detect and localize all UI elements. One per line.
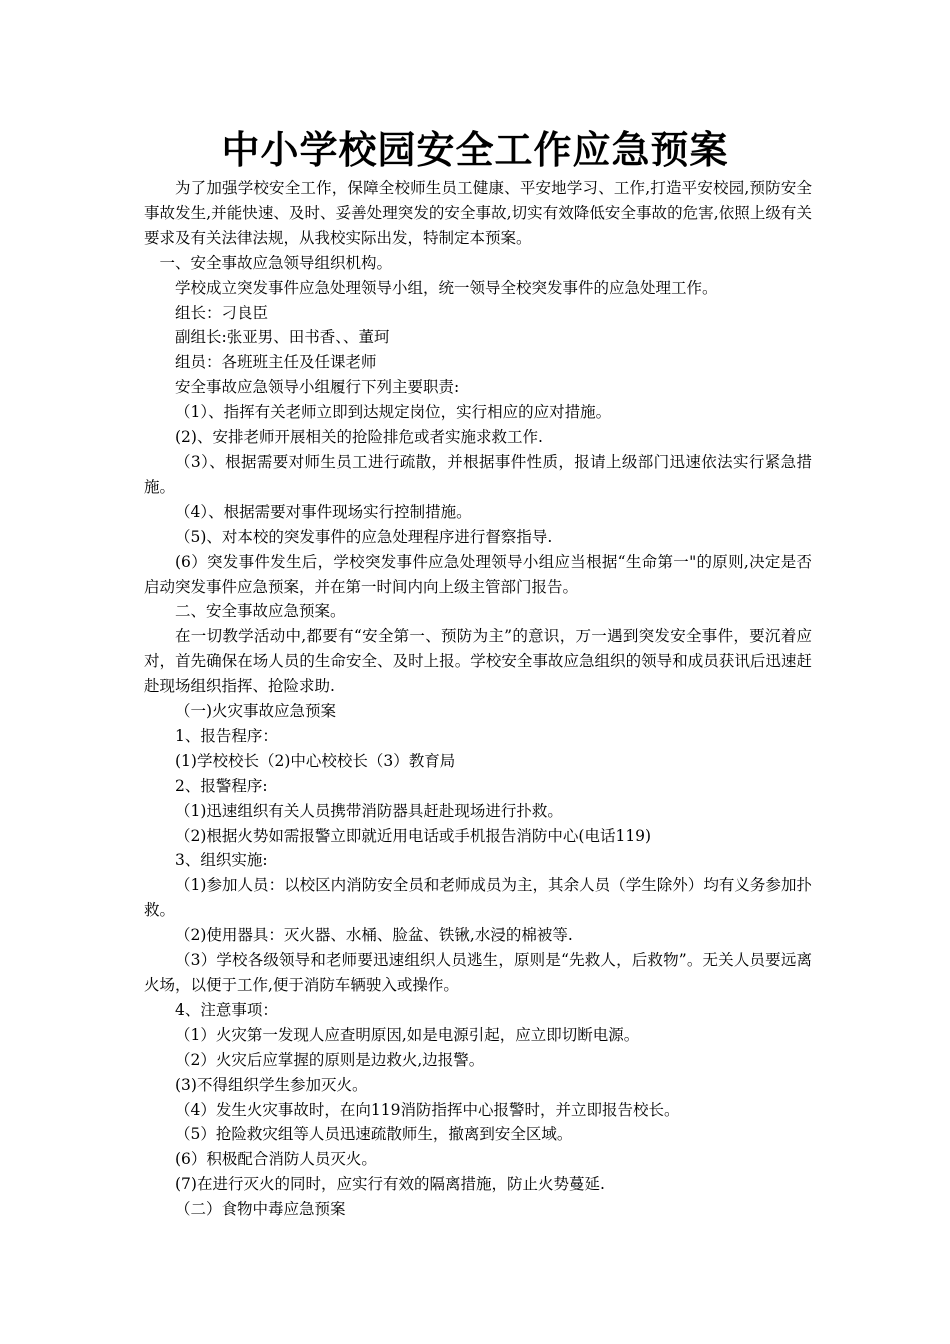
paragraph: (6）突发事件发生后，学校突发事件应急处理领导小组应当根据“生命第一"的原则,决定是否启动突发事件应急预案，并在第一时间内向上级主管部门报告。: [144, 552, 812, 596]
paragraph: (6）积极配合消防人员灭火。: [175, 1150, 377, 1169]
paragraph: （1）、指挥有关老师立即到达规定岗位，实行相应的应对措施。: [175, 403, 612, 422]
section-heading-1: 一、安全事故应急领导组织机构。: [159, 253, 393, 272]
paragraph: （3）学校各级领导和老师要迅速组织人员逃生，原则是“先救人，后救物”。无关人员要远离火场，以便于工作,便于消防车辆驶入或操作。: [144, 951, 812, 994]
paragraph: 学校成立突发事件应急处理领导小组，统一领导全校突发事件的应急处理工作。: [175, 278, 718, 297]
paragraph: (1)学校校长（2)中心校校长（3）教育局: [175, 751, 456, 770]
paragraph: 3、组织实施:: [175, 851, 268, 870]
subsection-heading: （一)火灾事故应急预案: [175, 702, 337, 721]
paragraph: （4）、根据需要对事件现场实行控制措施。: [175, 502, 472, 521]
document-title: 中小学校园安全工作应急预案: [221, 127, 729, 172]
paragraph: (2)、安排老师开展相关的抢险排危或者实施求救工作.: [175, 428, 543, 447]
paragraph: (3)不得组织学生参加灭火。: [175, 1075, 368, 1094]
paragraph: 2、报警程序:: [175, 776, 268, 795]
paragraph: (7)在进行灭火的同时，应实行有效的隔离措施，防止火势蔓延.: [175, 1175, 605, 1194]
paragraph: 组长：刁良臣: [175, 303, 269, 322]
paragraph: （1)迅速组织有关人员携带消防器具赶赴现场进行扑救。: [175, 801, 563, 820]
paragraph: 在一切教学活动中,都要有“安全第一、预防为主”的意识，万一遇到突发安全事件，要沉着应对，首先确保在场人员的生命安全、及时上报。学校安全事故应急组织的领导和成员获讯后迅速赶赴现场组织指挥、抢险求助.: [144, 627, 812, 696]
paragraph: 1、报告程序：: [175, 726, 278, 745]
paragraph: （5）抢险救灾组等人员迅速疏散师生，撤离到安全区域。: [175, 1125, 573, 1144]
paragraph: （3）、根据需要对师生员工进行疏散，并根据事件性质，报请上级部门迅速依法实行紧急措施。: [144, 452, 812, 496]
paragraph: 副组长:张亚男、田书香、、董珂: [175, 328, 390, 347]
paragraph: （1)参加人员：以校区内消防安全员和老师成员为主，其余人员（学生除外）均有义务参加扑救。: [144, 876, 812, 920]
paragraph: （2)根据火势如需报警立即就近用电话或手机报告消防中心(电话119): [175, 826, 652, 845]
paragraph: 安全事故应急领导小组履行下列主要职责:: [175, 378, 460, 397]
paragraph: （5)、对本校的突发事件的应急处理程序进行督察指导.: [175, 527, 553, 546]
section-heading-2: 二、安全事故应急预案。: [175, 602, 346, 621]
subsection-heading: （二）食物中毒应急预案: [175, 1200, 346, 1219]
paragraph: 组员：各班班主任及任课老师: [175, 353, 377, 372]
paragraph: （1）火灾第一发现人应查明原因,如是电源引起，应立即切断电源。: [175, 1025, 640, 1044]
paragraph: （4）发生火灾事故时，在向119消防指挥中心报警时，并立即报告校长。: [175, 1100, 680, 1119]
paragraph: （2）火灾后应掌握的原则是边救火,边报警。: [175, 1050, 485, 1069]
paragraph: （2)使用器具：灭火器、水桶、脸盆、铁锹,水浸的棉被等.: [175, 926, 573, 945]
document-body: [144, 176, 812, 1222]
paragraph: 4、注意事项：: [175, 1000, 278, 1019]
paragraph-intro: 为了加强学校安全工作，保障全校师生员工健康、平安地学习、工作,打造平安校园,预防安全事故发生,并能快速、及时、妥善处理突发的安全事故,切实有效降低安全事故的危害,依照上级有关要求及有关法律法规，从我校实际出发，特制定本预案。: [144, 179, 812, 247]
